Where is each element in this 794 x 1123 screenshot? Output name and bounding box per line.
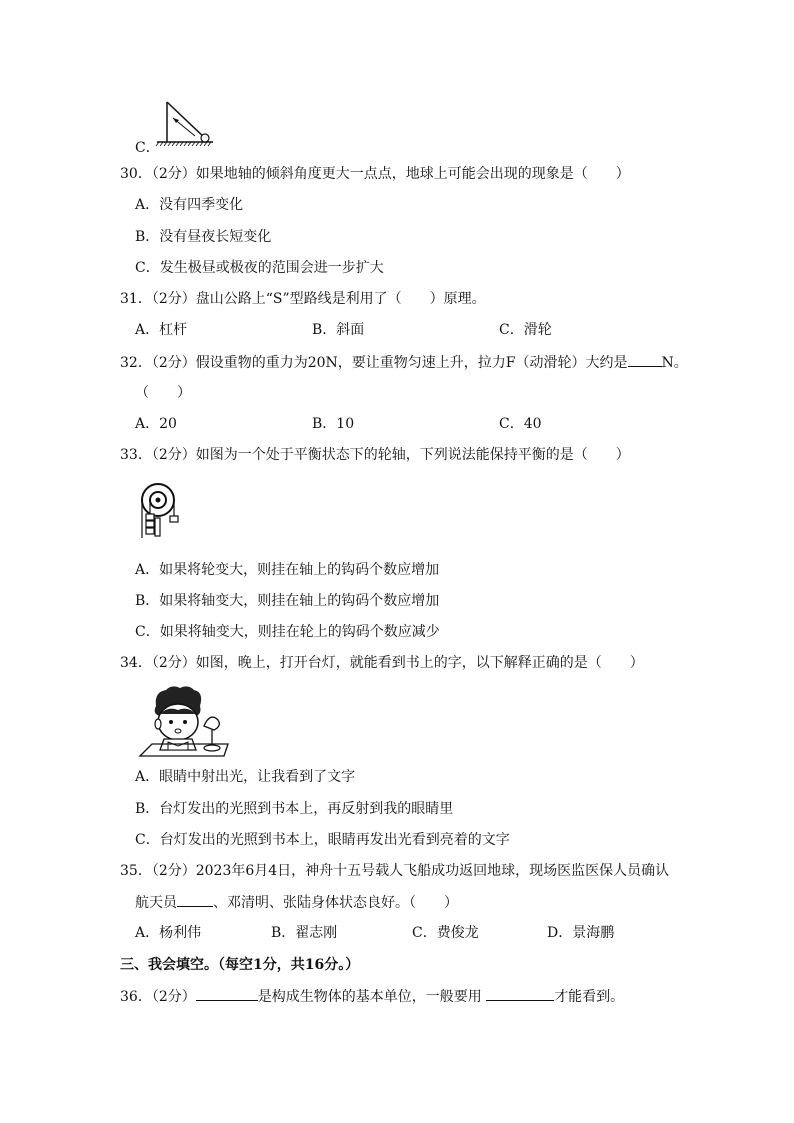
q36-blank-1[interactable] <box>196 986 258 1001</box>
q36-suffix: 才能看到。 <box>554 989 625 1005</box>
incline-figure <box>155 100 215 148</box>
reading-boy-figure <box>138 684 230 758</box>
q32-stem-text: 32．（2分）假设重物的重力为20N，要让重物匀速上升，拉力F（动滑轮）大约是 <box>120 355 628 371</box>
q30-option-c: C．发生极昼或极夜的范围会进一步扩大 <box>135 260 384 276</box>
q35-stem-line1: 35．（2分）2023年6月4日，神舟十五号载人飞船成功返回地球，现场医监医保人员确认 <box>120 863 670 879</box>
q33-option-a: A．如果将轮变大，则挂在轴上的钩码个数应增加 <box>135 562 440 578</box>
q36-middle: 是构成生物体的基本单位，一般要用 <box>257 989 482 1005</box>
q31-option-b: B．斜面 <box>312 322 365 338</box>
q31-stem: 31．（2分）盘山公路上“S”型路线是利用了（ ）原理。 <box>120 291 486 307</box>
q34-option-b: B．台灯发出的光照到书本上，再反射到我的眼睛里 <box>135 801 454 817</box>
section-3-title: 三、我会填空。（每空1分，共16分。） <box>120 957 360 973</box>
q36-prefix: 36．（2分） <box>120 989 196 1005</box>
q33-stem: 33．（2分）如图为一个处于平衡状态下的轮轴，下列说法能保持平衡的是（ ） <box>120 447 630 463</box>
q35-answer-blank[interactable] <box>177 892 213 907</box>
q35-stem-line2 <box>135 892 458 913</box>
q32-stem <box>120 352 688 373</box>
q36-stem <box>120 986 624 1007</box>
q36-blank-2[interactable] <box>486 986 554 1001</box>
q34-option-a: A．眼睛中射出光，让我看到了文字 <box>135 769 356 785</box>
q31-option-c: C．滑轮 <box>499 322 552 338</box>
q33-option-c: C．如果将轴变大，则挂在轮上的钩码个数应减少 <box>135 624 440 640</box>
wheel-axle-figure <box>140 480 188 540</box>
q35-option-d: D．景海鹏 <box>547 925 615 941</box>
q32-stem-unit: N。 <box>661 355 688 371</box>
q31-option-a: A．杠杆 <box>135 322 188 338</box>
q32-answer-blank[interactable] <box>628 352 662 367</box>
q35-stem-prefix: 航天员 <box>135 895 177 911</box>
q32-option-b: B．10 <box>312 416 355 432</box>
q30-stem: 30．（2分）如果地轴的倾斜角度更大一点点，地球上可能会出现的现象是（ ） <box>120 166 630 182</box>
q32-option-a: A．20 <box>135 416 177 432</box>
q32-option-c: C．40 <box>499 416 542 432</box>
q32-paren: （ ） <box>135 385 191 401</box>
q33-option-b: B．如果将轴变大，则挂在轴上的钩码个数应增加 <box>135 593 440 609</box>
q30-option-b: B．没有昼夜长短变化 <box>135 229 272 245</box>
q35-option-c: C．费俊龙 <box>412 925 479 941</box>
q29-option-c: C． <box>135 140 160 156</box>
q35-option-b: B．翟志刚 <box>271 925 338 941</box>
q34-option-c: C．台灯发出的光照到书本上，眼睛再发出光看到亮着的文字 <box>135 832 510 848</box>
q34-stem: 34．（2分）如图，晚上，打开台灯，就能看到书上的字，以下解释正确的是（ ） <box>120 655 644 671</box>
q35-option-a: A．杨利伟 <box>135 925 202 941</box>
q35-stem-suffix: 、邓清明、张陆身体状态良好。（ ） <box>213 895 458 911</box>
q30-option-a: A．没有四季变化 <box>135 197 244 213</box>
